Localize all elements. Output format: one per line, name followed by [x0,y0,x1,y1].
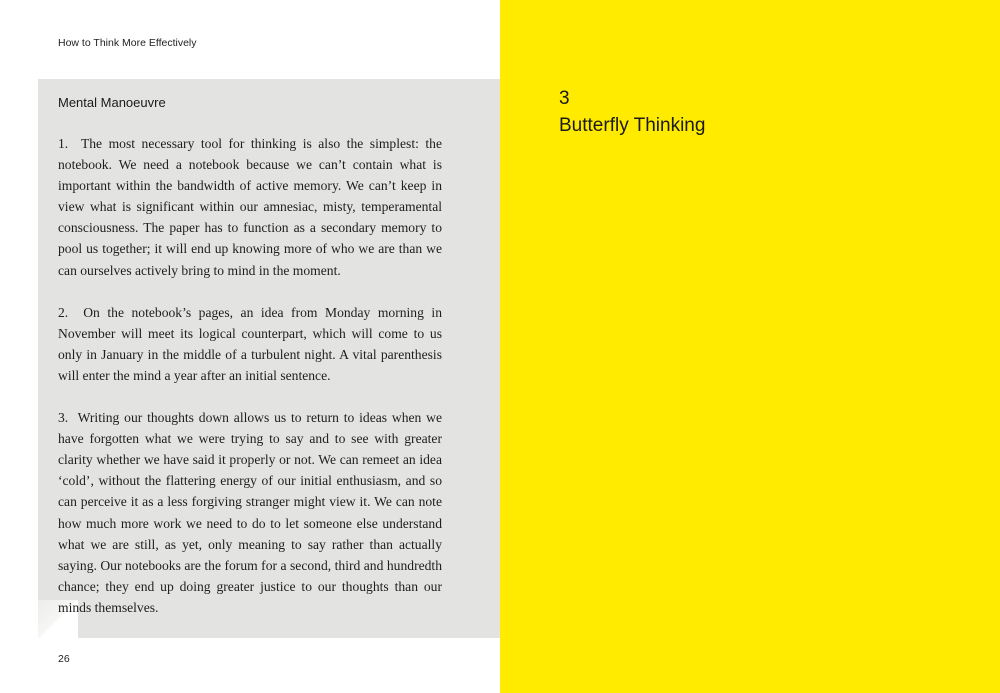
box-body [58,133,442,639]
right-page [500,0,1000,693]
running-head: How to Think More Effectively [58,37,197,49]
paragraph-2: 2. On the notebook’s pages, an idea from Monday morning in November will meet its logical counterpart, which will come to us only in January in the middle of a turbulent night. A vital parenthesis will enter the mind a year after an initial sentence. [58,304,442,383]
paragraph-3: 3. Writing our thoughts down allows us to return to ideas when we have forgotten what we were trying to say and to see with greater clarity whether we have said it properly or not. We can remeet an idea ‘cold’, without the flattering energy of our initial enthusiasm, and so can perceive it as a less forgiving stranger might view it. We can note how much more work we need to do to let someone else understand what we are still, as yet, only meaning to say rather than actually saying. Our notebooks are the forum for a second, third and hundredth chance; they end up doing greater justice to our thoughts than our minds themselves. [58,410,442,615]
box-title: Mental Manoeuvre [58,95,166,110]
page-number: 26 [58,653,70,665]
chapter-number: 3 [559,88,570,109]
paragraph-1: 1. The most necessary tool for thinking is also the simplest: the notebook. We need a notebook because we can’t contain what is important within the bandwidth of active memory. We can’t keep in view what is significant within our amnesiac, misty, temperamental consciousness. The paper has to function as a secondary memory to pool us together; it will end up knowing more of who we are than we can ourselves actively bring to mind in the moment. [58,136,442,278]
chapter-title: Butterfly Thinking [559,115,706,136]
